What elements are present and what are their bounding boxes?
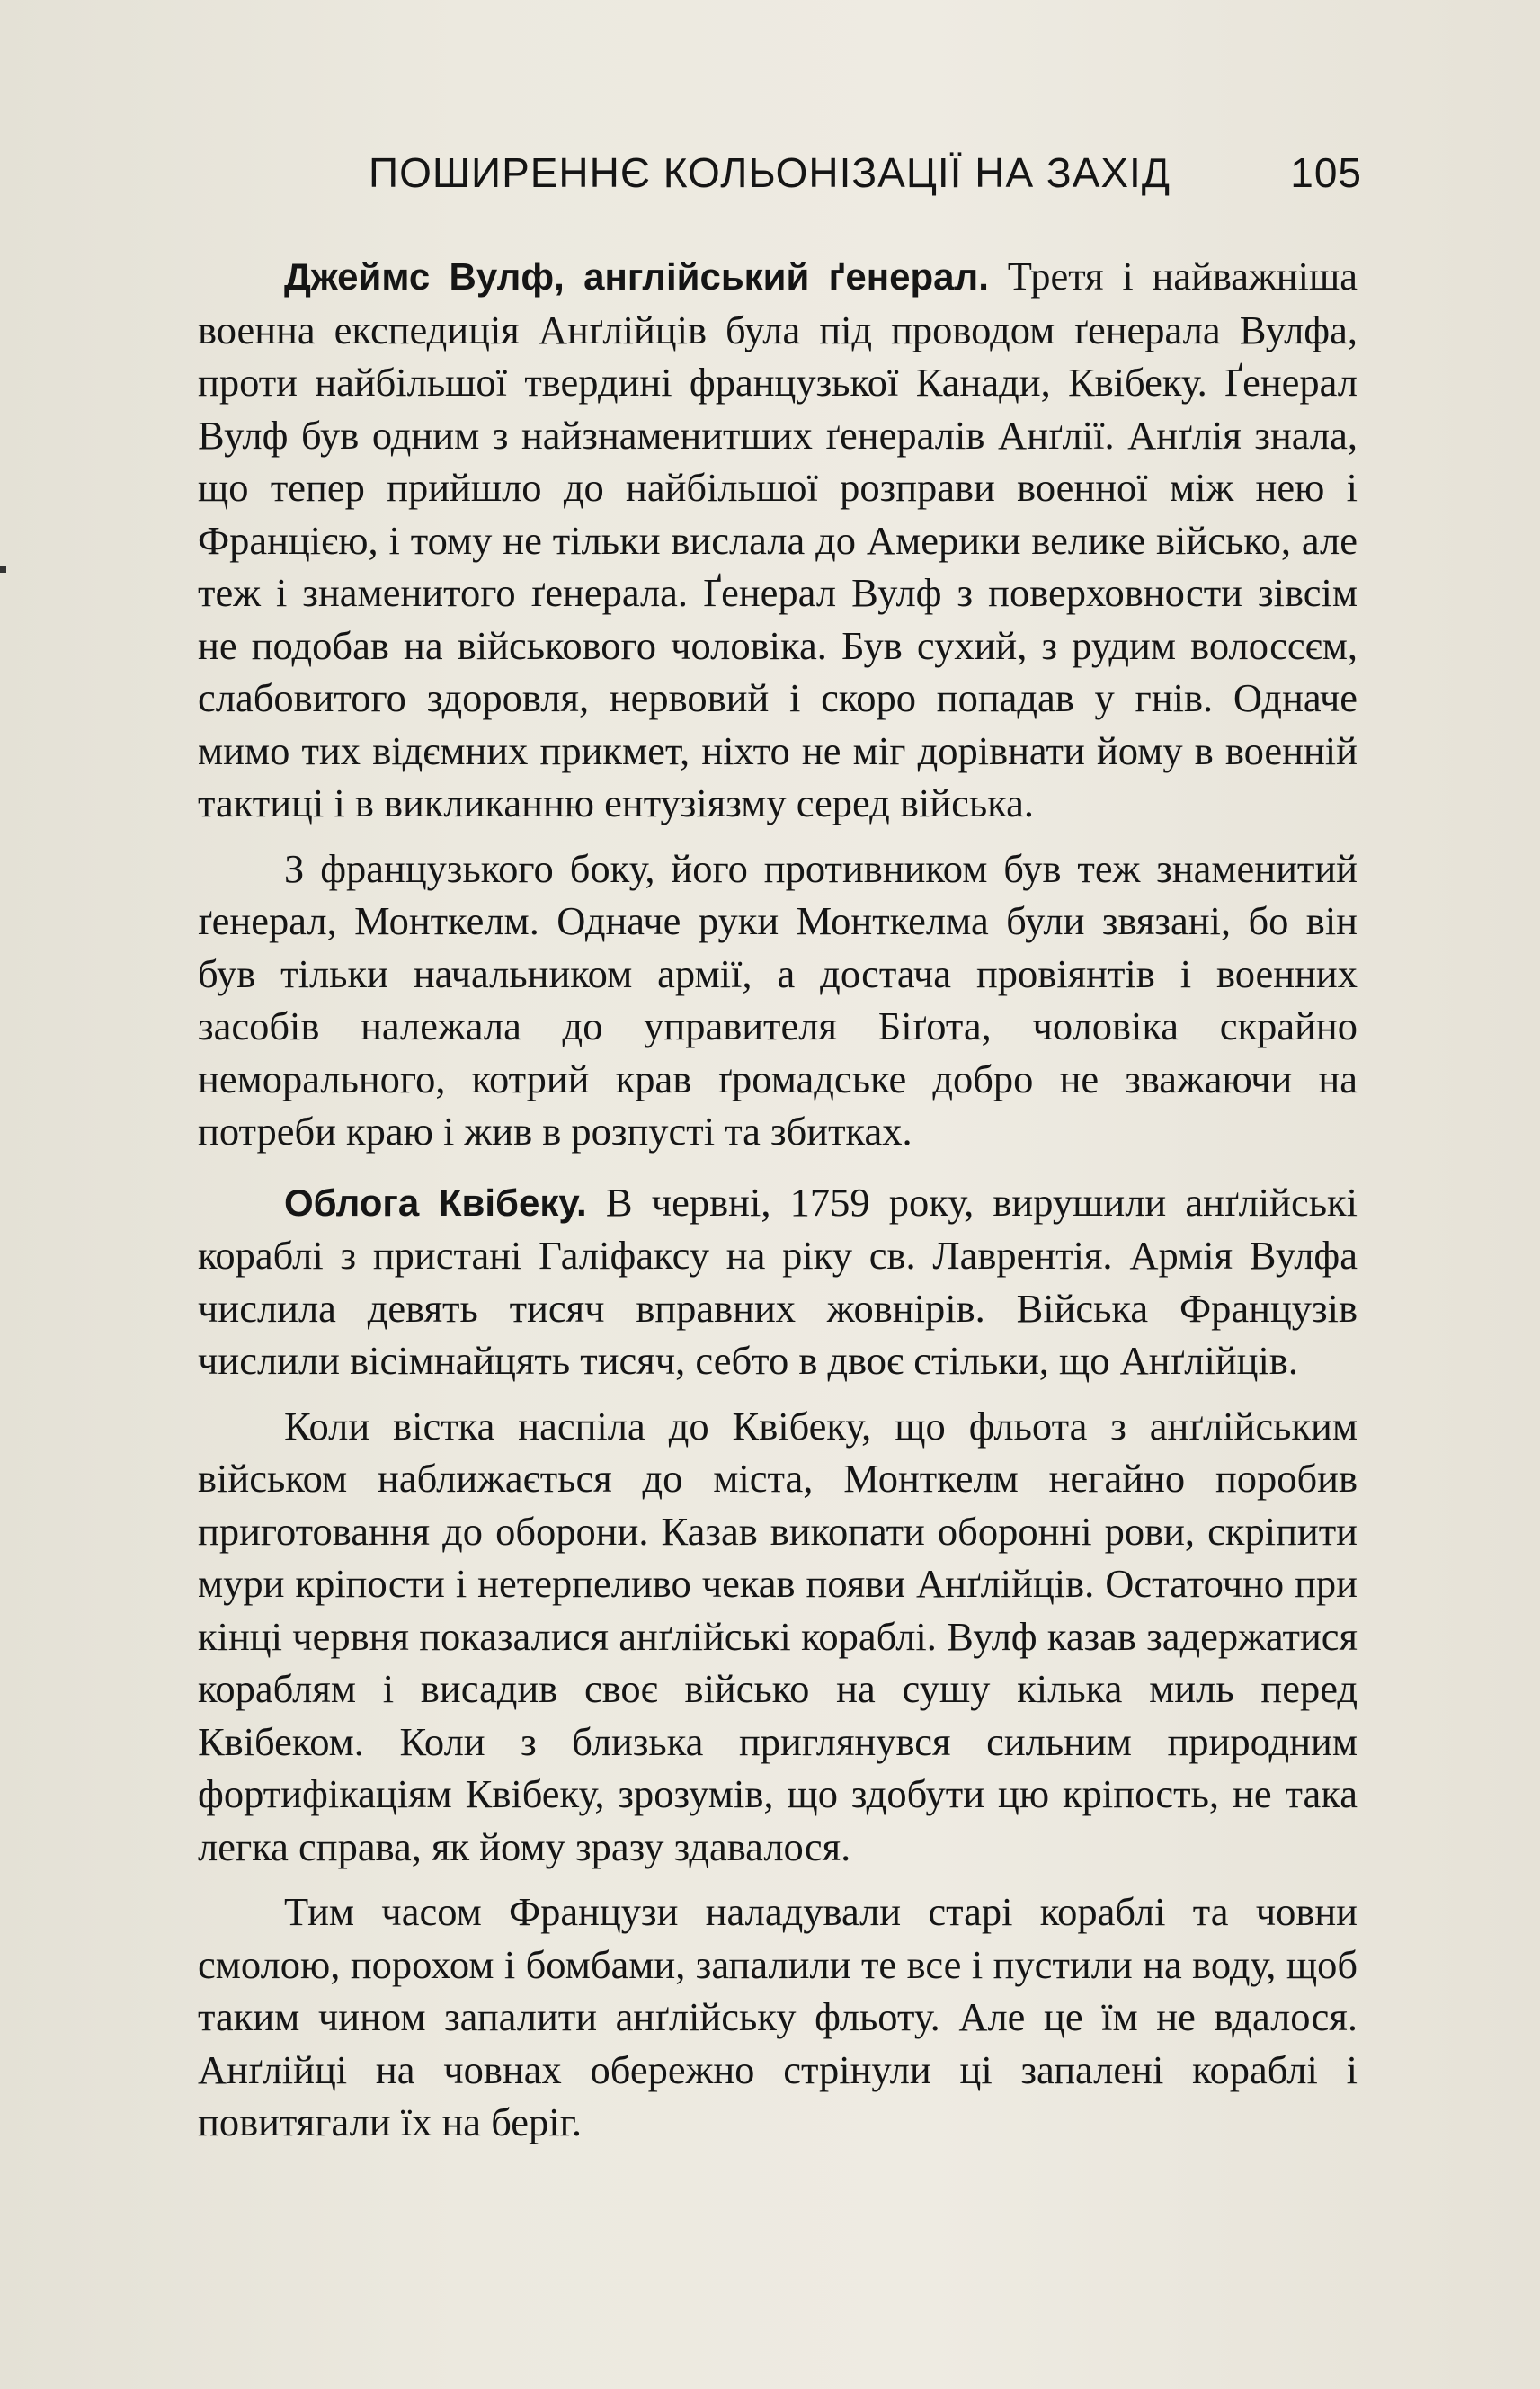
paragraph-montcalm: [198, 842, 1358, 1158]
paragraph-fireships: [198, 1885, 1358, 2149]
paragraph-defense: [198, 1400, 1358, 1874]
page-number: 105: [1290, 149, 1362, 196]
paragraph-text: В червні, 1759 року, вирушили анґлійські кораблі з пристані Галіфаксу на ріку св. Лаврентія. Армія Вулфа числила девять тисяч вправних жовнірів. Війська Французів числили вісімнайцять тисяч, себто в двоє стільки, що Анґлійців.: [198, 1179, 1358, 1383]
section-heading-wolfe: Джеймс Вулф, англійський ґенерал.: [284, 255, 989, 298]
paragraph-text: Коли вістка наспіла до Квібеку, що фльота з анґлійським військом наближається до міста, Монткелм негайно поробив приготовання до оборони. Казав викопати оборонні рови, скріпити мури кріпости і нетерпеливо чекав появи Анґлійців. Остаточно при кінці червня показалися анґлійські кораблі. Вулф казав задержатися кораблям і висадив своє військо на сушу кілька миль перед Квібеком. Коли з близька приглянувся сильним природним фортифікаціям Квібеку, зрозумів, що здобути цю кріпость, не така легка справа, як йому зразу здавалося.: [198, 1403, 1358, 1869]
running-title: ПОШИРЕННЄ КОЛЬОНІЗАЦІЇ НА ЗАХІД: [369, 149, 1171, 196]
paragraph-text: З французького боку, його противником був теж знаменитий ґенерал, Монткелм. Одначе руки Монткелма були звязані, бо він був тільки начальником армії, а достача провіянтів і военних засобів належала до управителя Біґота, чоловіка скрайно неморального, котрий крав ґромадське добро не зважаючи на потреби краю і жив в розпусті та збитках.: [198, 845, 1358, 1154]
margin-mark: [0, 566, 6, 573]
paragraph-text: Третя і найважніша военна експедиція Анґлійців була під проводом ґенерала Вулфа, проти найбільшої твердині французької Канади, Квібеку. Ґенерал Вулф був одним з найзнаменитших ґенералів Анґлії. Анґлія знала, що тепер прийшло до найбільшої розправи военної між нею і Францією, і тому не тільки вислала до Америки велике військо, але теж і знаменитого ґенерала. Ґенерал Вулф з поверховности зівсім не подобав на військового чоловіка. Був сухий, з рудим волоссєм, слабовитого здоровля, нервовий і скоро попадав у гнів. Одначе мимо тих відємних прикмет, ніхто не міг дорівнати йому в военній тактиці і в викликанню ентузіязму серед війська.: [198, 254, 1358, 825]
paragraph-wolfe: [198, 250, 1358, 830]
body-text: [198, 250, 1358, 2162]
section-heading-siege: Облога Квібеку.: [284, 1181, 587, 1224]
paragraph-siege: [198, 1176, 1358, 1387]
paragraph-text: Тим часом Французи наладували старі кораблі та човни смолою, порохом і бомбами, запалили те все і пустили на воду, щоб таким чином запалити анґлійську фльоту. Але це їм не вдалося. Анґлійці на човнах обережно стрінули ці запалені кораблі і повитягали їх на беріг.: [198, 1889, 1358, 2144]
